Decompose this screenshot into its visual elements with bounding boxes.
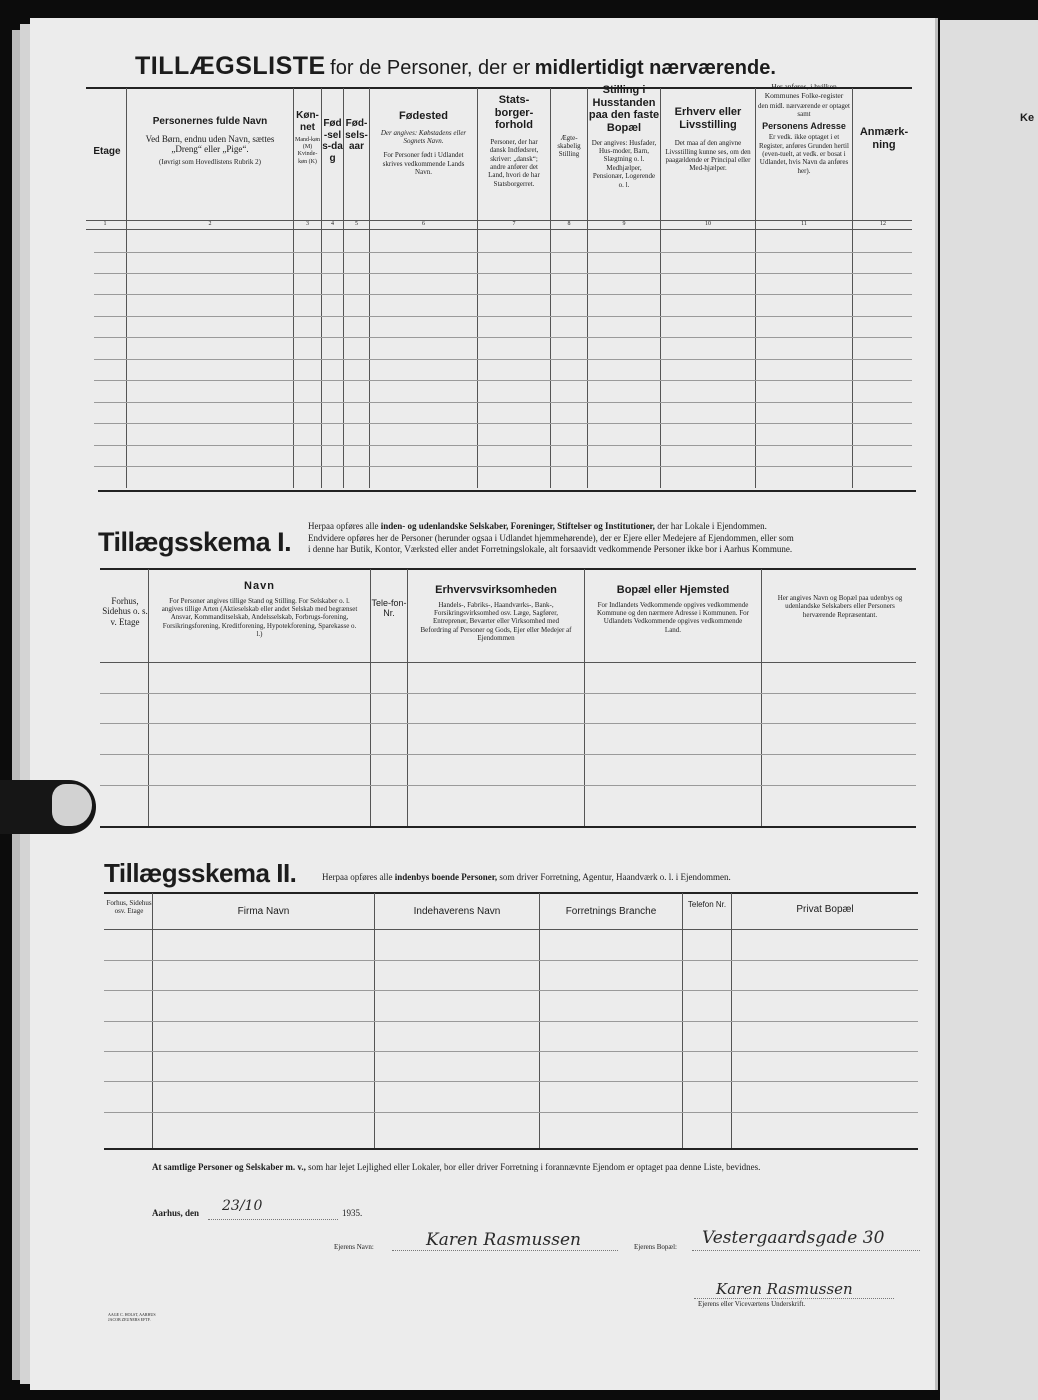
s1-col-phone-head: Tele-fon-Nr. — [371, 598, 407, 619]
col-num-1: 1 — [103, 221, 107, 227]
schedule-2-title: Tillægsskema II. — [104, 858, 297, 888]
s1-col-residence-sub: For Indlandets Vedkommende opgives vedkommende Kommune og den nærmere Adresse i Kommunen. For Udlandets Vedkommende opgives vedkommende Land. — [596, 600, 750, 634]
col-num-11: 11 — [801, 221, 807, 227]
schedule-2-intro — [322, 872, 731, 882]
signature-label: Ejerens eller Viceværtens Underskrift. — [698, 1300, 806, 1308]
place-label: Aarhus, den — [152, 1208, 200, 1218]
col-citizenship-head: Stats-borger-forhold — [494, 94, 534, 132]
col-household-header — [588, 84, 660, 189]
col-register-head2: Personens Adresse — [762, 120, 846, 131]
col-num-6: 6 — [422, 221, 425, 227]
col-gender-head: Køn-net — [296, 110, 319, 133]
col-occupation-header — [661, 106, 755, 173]
s1-col-business-sub: Handels-, Fabriks-, Haandværks-, Bank-, Forsikringsvirksomhed osv. Læge, Sagfører, Entreprenør, Beværter eller Virksomhed med Befordring af Personer og Gods, Ejer eller Medejer af Ejendommen — [420, 600, 572, 643]
col-register-sub: den midl. nærværende er optaget samt — [758, 102, 850, 119]
col-birthplace-sub2: For Personer født i Udlandet skrives vedkommende Lands Navn. — [382, 151, 465, 177]
s2-col-branch-head: Forretnings Branche — [565, 906, 657, 917]
schedule-1-intro-line3: i denne har Butik, Kontor, Værksted eller andet Forretningslokale, alt forsaavidt vedkommende Personer ikke bor i Aarhus Kommune. — [308, 544, 793, 555]
s1-col-residence-header — [585, 584, 761, 634]
owner-name-handwritten: Karen Rasmussen — [426, 1230, 581, 1250]
col-gender-sub: Mand-køn (M) Kvinde-køn (K) — [295, 137, 320, 165]
schedule-1-intro-b: inden- og udenlandske Selskaber, Foreninger, Stiftelser og Institutioner, — [380, 521, 655, 531]
owner-name-label: Ejerens Navn: — [334, 1243, 374, 1251]
s1-col-floor-head: Forhus, Sidehus o. s. v. Etage — [102, 596, 148, 627]
s1-col-name-header — [149, 580, 370, 639]
s1-col-business-head: Erhvervsvirksomheden — [435, 584, 557, 596]
col-byear-head: Fød-sels-aar — [345, 118, 368, 152]
col-gender-header — [294, 110, 321, 166]
col-birthplace-head: Fødested — [399, 110, 448, 122]
col-name-sub2: (Iøvrigt som Hovedlistens Rubrik 2) — [159, 158, 261, 167]
date-handwritten: 23/10 — [222, 1198, 263, 1214]
s2-col-firm-head: Firma Navn — [237, 906, 290, 917]
col-citizenship-sub: Personer, der har dansk Indfødsret, skriver: „dansk“; andre anfører det Land, hvori de har Statsborgerret. — [488, 137, 540, 188]
col-num-10: 10 — [705, 221, 711, 227]
col-bday-head: Fød-sels-dag — [322, 118, 343, 164]
s2-col-floor-head: Forhus, Sidehus osv. Etage — [106, 899, 152, 916]
s1-col-name-sub: For Personer angives tillige Stand og Stilling. For Selskaber o. l. angives tillige Arten (Aktieselskab eller andet Selskab med begrænset Ansvar, Kommanditselskab, Andelsselskab, Forbrugs-forening, Forsikringsforening, Kreditforening, Hypotekforening, Sparekasse o. l.) — [161, 596, 358, 639]
holding-thumb — [0, 780, 96, 834]
schedule-1-intro-line2: Endvidere opføres her de Personer (herunder ogsaa i Udlandet hjemmehørende), der er Ejere eller Medejere af Ejendommen, eller som — [308, 532, 794, 543]
form-page — [30, 18, 938, 1390]
title-main: TILLÆGSLISTE — [135, 52, 326, 80]
col-citizenship-header — [478, 94, 550, 188]
s1-col-representative-sub: Her angives Navn og Bopæl paa udenbys og udenlandske Selskabers eller Personers herværende Repræsentant. — [777, 594, 903, 619]
col-occupation-sub: Det maa af den angivne Livsstilling kunne ses, om den paagældende er Principal eller Med-hjælper. — [665, 139, 751, 173]
col-register-head: Her anføres, i hvilken Kommunes Folke-register — [764, 82, 844, 100]
s1-col-residence-head: Bopæl eller Hjemsted — [616, 584, 730, 596]
col-name-header — [127, 116, 293, 166]
schedule-1-intro-c: der har Lokale i Ejendommen. — [657, 521, 767, 531]
col-register-header — [756, 82, 852, 175]
col-occupation-head: Erhverv eller Livsstilling — [674, 106, 742, 131]
printer-imprint: AAGE C. HOLST, AARHUS JACOB ZEUNERS EFTF. — [108, 1312, 156, 1323]
col-household-sub: Der angives: Husfader, Hus-moder, Barn, Slægtning o. l. Medhjælper, Pensionær, Logerende o. l. — [591, 138, 657, 189]
title-emph: midlertidigt nærværende. — [534, 57, 776, 79]
owner-address-label: Ejerens Bopæl: — [634, 1243, 677, 1251]
page-title — [135, 52, 776, 81]
schedule-1-intro-a: Herpaa opføres alle — [308, 521, 379, 531]
s2-col-phone-head: Telefon Nr. — [687, 900, 727, 909]
schedule-2-intro-a: Herpaa opføres alle — [322, 872, 393, 882]
thumbnail — [52, 784, 92, 826]
col-num-9: 9 — [622, 221, 626, 227]
schedule-2-intro-c: som driver Forretning, Agentur, Haandværk o. l. i Ejendommen. — [499, 872, 731, 882]
col-num-12: 12 — [880, 221, 886, 227]
col-num-3: 3 — [306, 221, 309, 227]
col-register-sub2: Er vedk. ikke optaget i et Register, anføres Grunden hertil (even-tuelt, at vedk. er bosat i Udlandet, hvis Navn da anføres her). — [759, 133, 849, 175]
col-name-sub: Ved Børn, endnu uden Navn, sættes „Dreng“ eller „Pige“. — [145, 133, 275, 154]
col-marital-head: Ægte-skabelig Stilling — [557, 134, 581, 159]
owner-address-handwritten: Vestergaardsgade 30 — [702, 1228, 885, 1248]
schedule-1-intro — [308, 521, 924, 556]
schedule-1-title: Tillægsskema I. — [98, 527, 292, 557]
s2-col-private-head: Privat Bopæl — [796, 904, 854, 915]
col-num-8: 8 — [567, 221, 571, 227]
s1-col-business-header — [408, 584, 584, 643]
year-label: 1935. — [342, 1208, 363, 1218]
s2-col-owner-head: Indehaverens Navn — [413, 906, 501, 917]
col-birthplace-header — [370, 110, 477, 177]
col-remark-head: Anmærk-ning — [859, 126, 909, 151]
facing-page — [940, 20, 1038, 1400]
col-etage-head: Etage — [93, 146, 121, 157]
col-num-2: 2 — [208, 221, 212, 227]
declaration-a: At samtlige Personer og Selskaber m. v., — [152, 1162, 306, 1172]
col-num-5: 5 — [355, 221, 358, 227]
s1-col-name-head: Navn — [244, 580, 275, 592]
declaration — [152, 1162, 922, 1172]
title-rest: for de Personer, der er — [330, 57, 531, 79]
col-birthplace-sub: Der angives: Købstadens eller Sognets Navn. — [380, 128, 467, 146]
col-name-head: Personernes fulde Navn — [152, 116, 268, 127]
col-num-4: 4 — [331, 221, 334, 227]
signature-handwritten: Karen Rasmussen — [716, 1280, 853, 1298]
col-household-head: Stilling i Husstanden paa den faste Bopæl — [588, 84, 660, 134]
facing-page-text: Ke — [1020, 112, 1035, 124]
declaration-b: som har lejet Lejlighed eller Lokaler, bor eller driver Forretning i forannævnte Ejendom er optaget paa denne Liste, bevidnes. — [308, 1162, 761, 1172]
schedule-2-intro-b: indenbys boende Personer, — [394, 872, 498, 882]
col-num-7: 7 — [512, 221, 516, 227]
